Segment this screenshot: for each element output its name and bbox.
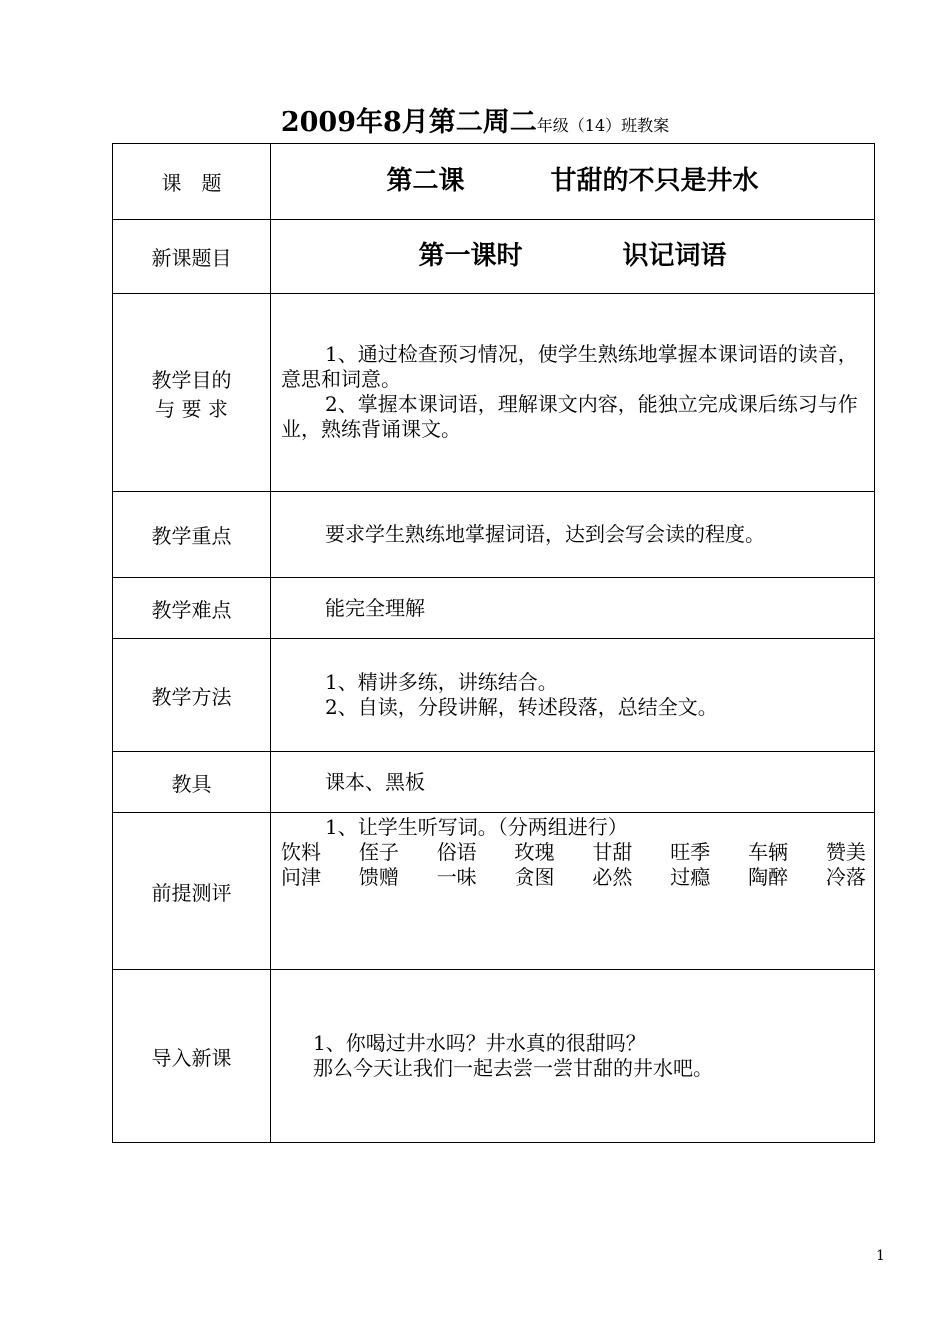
title-sub: 年级（14）班教案 <box>536 116 670 135</box>
intro-item: 那么今天让我们一起去尝一尝甘甜的井水吧。 <box>313 1056 713 1080</box>
table-row-methods <box>113 639 875 752</box>
content-pretest <box>271 813 875 970</box>
page-title <box>0 100 950 139</box>
dictation-word: 赞美 <box>825 840 866 864</box>
content-difficulties <box>271 578 875 639</box>
difficulties-text: 能完全理解 <box>325 595 425 620</box>
content-tools <box>271 752 875 813</box>
lesson-number: 第二课 <box>386 166 465 196</box>
label-key-points: 教学重点 <box>113 492 271 578</box>
lesson-name: 甘甜的不只是井水 <box>550 166 759 196</box>
tools-text: 课本、黑板 <box>325 769 425 794</box>
content-new-topic <box>271 220 875 294</box>
table-row-objectives <box>113 294 875 492</box>
objective-item: 1、通过检查预习情况，使学生熟练地掌握本课词语的读音，意思和词意。 <box>281 342 858 391</box>
table-row-topic <box>113 144 875 220</box>
word-row-2 <box>281 865 866 890</box>
label-new-topic: 新课题目 <box>113 220 271 294</box>
content-key-points <box>271 492 875 578</box>
table-row-key-points <box>113 492 875 578</box>
label-objectives-line2: 与 要 求 <box>155 396 228 421</box>
dictation-word: 过瘾 <box>670 865 711 889</box>
method-item: 2、自读，分段讲解，转述段落，总结全文。 <box>325 695 718 719</box>
pretest-intro: 1、让学生听写词。（分两组进行） <box>325 815 628 839</box>
label-objectives <box>113 294 271 492</box>
content-intro-lesson <box>271 970 875 1143</box>
dictation-word: 俗语 <box>436 840 477 864</box>
method-item: 1、精讲多练，讲练结合。 <box>325 670 558 694</box>
dictation-word: 车辆 <box>748 840 789 864</box>
period-label: 第一课时 <box>418 241 523 271</box>
dictation-word: 旺季 <box>670 840 711 864</box>
dictation-word: 玫瑰 <box>514 840 555 864</box>
label-intro-lesson: 导入新课 <box>113 970 271 1143</box>
label-methods: 教学方法 <box>113 639 271 752</box>
dictation-word: 饮料 <box>281 840 321 864</box>
dictation-word: 馈赠 <box>358 865 399 889</box>
table-row-new-topic <box>113 220 875 294</box>
key-points-text: 要求学生熟练地掌握词语，达到会写会读的程度。 <box>325 522 765 546</box>
intro-item: 1、你喝过井水吗？井水真的很甜吗？ <box>313 1031 646 1055</box>
dictation-word: 问津 <box>281 865 321 889</box>
period-name: 识记词语 <box>622 241 727 271</box>
content-topic <box>271 144 875 220</box>
table-row-pretest <box>113 813 875 970</box>
dictation-word: 冷落 <box>825 865 866 889</box>
label-tools: 教具 <box>113 752 271 813</box>
word-row-1 <box>281 840 866 865</box>
table-row-intro-lesson <box>113 970 875 1143</box>
content-objectives <box>271 294 875 492</box>
label-topic: 课 题 <box>113 144 271 220</box>
title-main: 2009年8月第二周二 <box>280 107 537 138</box>
table-row-difficulties <box>113 578 875 639</box>
lesson-plan-table <box>112 143 875 1143</box>
page-number: 1 <box>876 1248 885 1264</box>
dictation-word: 侄子 <box>358 840 399 864</box>
dictation-word: 一味 <box>436 865 477 889</box>
label-pretest: 前提测评 <box>113 813 271 970</box>
dictation-word: 陶醉 <box>748 865 789 889</box>
dictation-word: 贪图 <box>514 865 555 889</box>
dictation-word: 甘甜 <box>592 840 633 864</box>
objective-item: 2、掌握本课词语，理解课文内容，能独立完成课后练习与作业，熟练背诵课文。 <box>281 392 858 441</box>
table-row-tools <box>113 752 875 813</box>
content-methods <box>271 639 875 752</box>
label-difficulties: 教学难点 <box>113 578 271 639</box>
dictation-word: 必然 <box>592 865 633 889</box>
label-objectives-line1: 教学目的 <box>151 367 232 392</box>
